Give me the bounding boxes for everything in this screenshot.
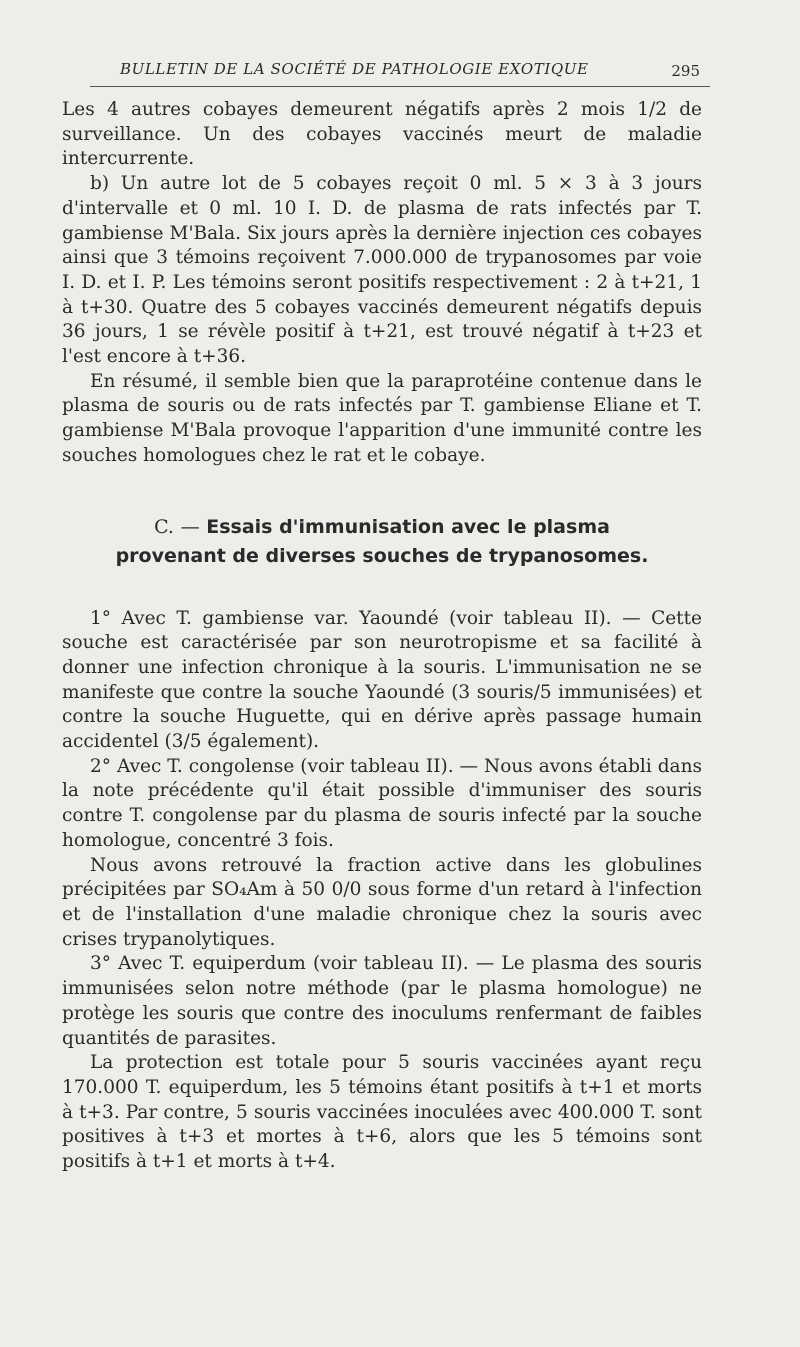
section-letter: C. (154, 515, 174, 538)
section-title-line1: Essais d'immunisation avec le plasma (206, 515, 610, 538)
running-header (90, 58, 710, 87)
journal-title: BULLETIN DE LA SOCIÉTÉ DE PATHOLOGIE EXOTIQUE (120, 60, 589, 78)
paragraph: b) Un autre lot de 5 cobayes reçoit 0 ml. 5 × 3 à 3 jours d'intervalle et 0 ml. 10 I. D. de plasma de rats infectés par T. gambiense M'Bala. Six jours après la dernière injection ces cobayes ainsi que 3 témoins reçoivent 7.000.000 de trypanosomes par voie I. D. et I. P. Les témoins seront positifs respectivement : 2 à t+21, 1 à t+30. Quatre des 5 cobayes vaccinés demeurent négatifs depuis 36 jours, 1 se révèle positif à t+21, est trouvé négatif à t+23 et l'est encore à t+36. (62, 173, 702, 368)
paragraph: Les 4 autres cobayes demeurent négatifs après 2 mois 1/2 de surveillance. Un des cobayes vaccinés meurt de maladie intercurrente. (62, 99, 702, 170)
paragraph: Nous avons retrouvé la fraction active dans les globulines précipitées par SO₄Am à 50 0/0 sous forme d'un retard à l'infection et de l'installation d'une maladie chronique chez la souris avec crises trypanolytiques. (62, 854, 702, 950)
paragraph: 1° Avec T. gambiense var. Yaoundé (voir tableau II). — Cette souche est caractérisée par son neurotropisme et sa facilité à donner une infection chronique à la souris. L'immunisation ne se manifeste que contre la souche Yaoundé (3 souris/5 immunisées) et contre la souche Huguette, qui en dérive après passage humain accidentel (3/5 également). (62, 607, 702, 753)
page-number: 295 (671, 62, 700, 80)
section-title-line2: provenant de diverses souches de trypanosomes. (115, 544, 649, 567)
section-heading (62, 513, 702, 571)
paragraph: La protection est totale pour 5 souris vaccinées ayant reçu 170.000 T. equiperdum, les 5 témoins étant positifs à t+1 et morts à t+3. Par contre, 5 souris vaccinées inoculées avec 400.000 T. sont positives à t+3 et mortes à t+6, alors que les 5 témoins sont positifs à t+1 et morts à t+4. (62, 1052, 702, 1173)
paragraph: 2° Avec T. congolense (voir tableau II). — Nous avons établi dans la note précédente qu'il était possible d'immuniser des souris contre T. congolense par du plasma de souris infecté par la souche homologue, concentré 3 fois. (62, 755, 702, 851)
section-dash: — (180, 515, 200, 538)
paragraph: En résumé, il semble bien que la paraprotéine contenue dans le plasma de souris ou de rats infectés par T. gambiense Eliane et T. gambiense M'Bala provoque l'apparition d'une immunité contre les souches homologues chez le rat et le cobaye. (62, 370, 702, 466)
paragraph: 3° Avec T. equiperdum (voir tableau II). — Le plasma des souris immunisées selon notre méthode (par le plasma homologue) ne protège les souris que contre des inoculums renfermant de faibles quantités de parasites. (62, 953, 702, 1049)
article-body (62, 98, 702, 1175)
